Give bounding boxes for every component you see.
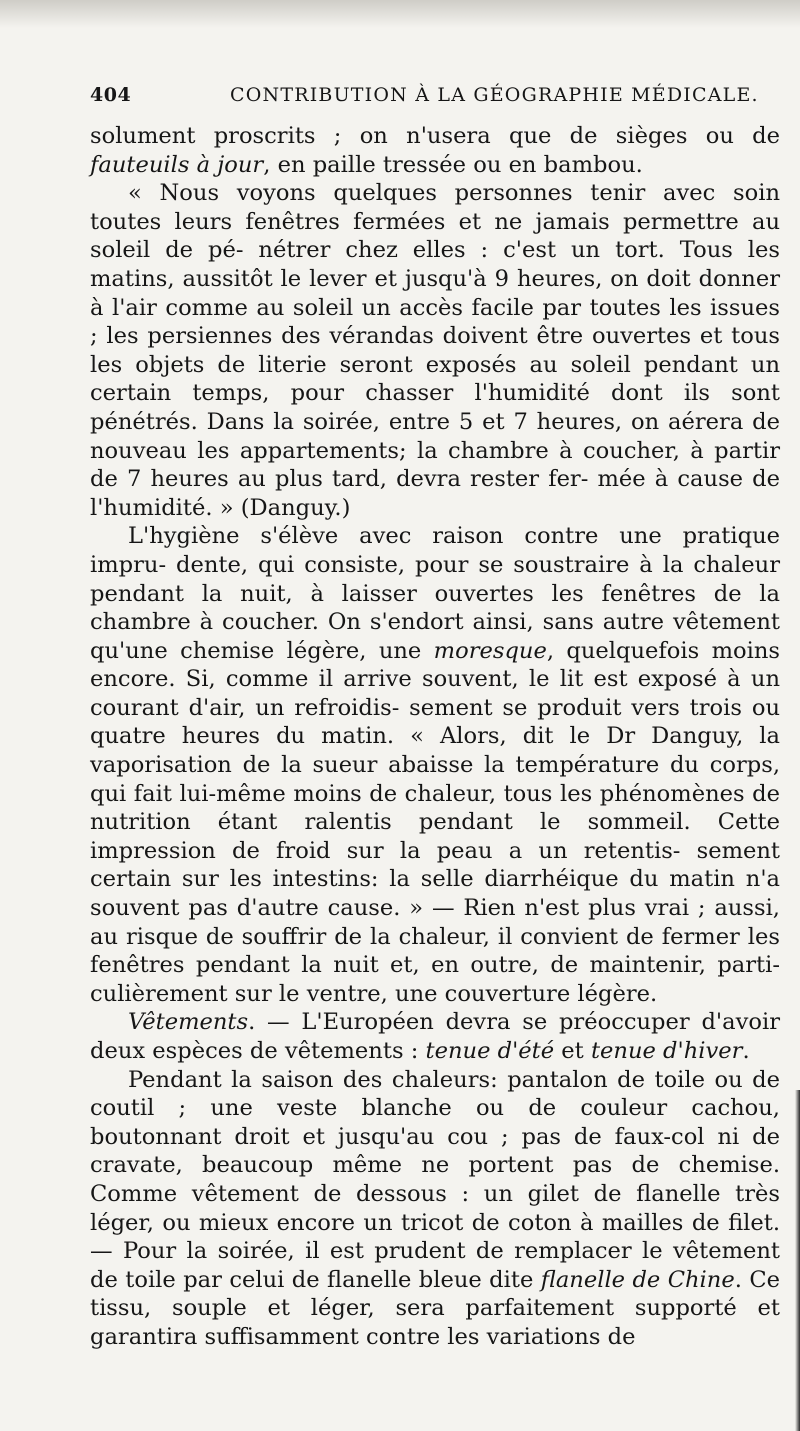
body-text: [90, 122, 780, 1352]
text-run: .: [742, 1038, 750, 1064]
paragraph: [90, 1066, 780, 1352]
text-run: . Ce tissu, souple et léger, sera parfaitement supporté et garantira suffisamment contre les variations de: [90, 1266, 780, 1350]
running-title: CONTRIBUTION À LA GÉOGRAPHIE MÉDICALE.: [230, 84, 759, 106]
paragraph: [90, 1008, 780, 1065]
text-run: , quelquefois moins encore. Si, comme il arrive souvent, le lit est exposé à un courant d'air, un refroidis- sement se produit vers trois ou quatre heures du matin. « Alors, dit le Dr Danguy, la vaporisation de la sueur abaisse la température du corps, qui fait lui-même moins de chaleur, tous les phénomènes de nutrition étant ralentis pendant le sommeil. Cette impression de froid sur la peau a un retentis- sement certain sur les intestins: la selle diarrhéique du matin n'a souvent pas d'autre cause. » — Rien n'est plus vrai ; aussi, au risque de souffrir de la chaleur, il convient de fermer les fenêtres pendant la nuit et, en outre, de maintenir, parti- culièrement sur le ventre, une couverture légère.: [90, 637, 780, 1007]
text-run: Pendant la saison des chaleurs: pantalon de toile ou de coutil ; une veste blanche ou de couleur cachou, boutonnant droit et jusqu'au cou ; pas de faux-col ni de cravate, beaucoup même ne portent pas de chemise. Comme vêtement de dessous : un gilet de flanelle très léger, ou mieux encore un tricot de coton à mailles de filet. — Pour la soirée, il est prudent de remplacer le vêtement de toile par celui de flanelle bleue dite: [90, 1066, 780, 1293]
italic-text: tenue d'hiver: [590, 1038, 743, 1064]
page-edge-shadow: [795, 1090, 800, 1431]
page-number: 404: [90, 84, 132, 106]
italic-text: moresque: [433, 637, 547, 664]
italic-text: Vêtements: [128, 1009, 249, 1036]
italic-text: fauteuils à jour: [90, 151, 264, 178]
paragraph: [90, 122, 780, 179]
paragraph: [90, 522, 780, 1008]
page-header: [90, 84, 780, 112]
page-top-shadow: [0, 0, 800, 28]
italic-text: tenue d'été: [425, 1038, 555, 1064]
text-run: et: [554, 1038, 591, 1064]
italic-text: flanelle de Chine: [540, 1266, 735, 1293]
text-run: , en paille tressée ou en bambou.: [263, 151, 643, 178]
text-run: L'hygiène s'élève avec raison contre une pratique impru- dente, qui consiste, pour se soustraire à la chaleur pendant la nuit, à laisser ouvertes les fenêtres de la chambre à coucher. On s'endort ainsi, sans autre vêtement qu'une chemise légère, une: [90, 523, 780, 664]
paragraph: [90, 179, 780, 522]
text-run: . — L'Européen devra se préoccuper d'avoir deux espèces de vêtements :: [90, 1009, 780, 1064]
text-run: « Nous voyons quelques personnes tenir avec soin toutes leurs fenêtres fermées et ne jamais permettre au soleil de pé- nétrer chez elles : c'est un tort. Tous les matins, aussitôt le lever et jusqu'à 9 heures, on doit donner à l'air comme au soleil un accès facile par toutes les issues ; les persiennes des vérandas doivent être ouvertes et tous les objets de literie seront exposés au soleil pendant un certain temps, pour chasser l'humidité dont ils sont pénétrés. Dans la soirée, entre 5 et 7 heures, on aérera de nouveau les appartements; la chambre à coucher, à partir de 7 heures au plus tard, devra rester fer- mée à cause de l'humidité. » (Danguy.): [90, 180, 780, 521]
text-run: solument proscrits ; on n'usera que de sièges ou de: [90, 123, 780, 149]
